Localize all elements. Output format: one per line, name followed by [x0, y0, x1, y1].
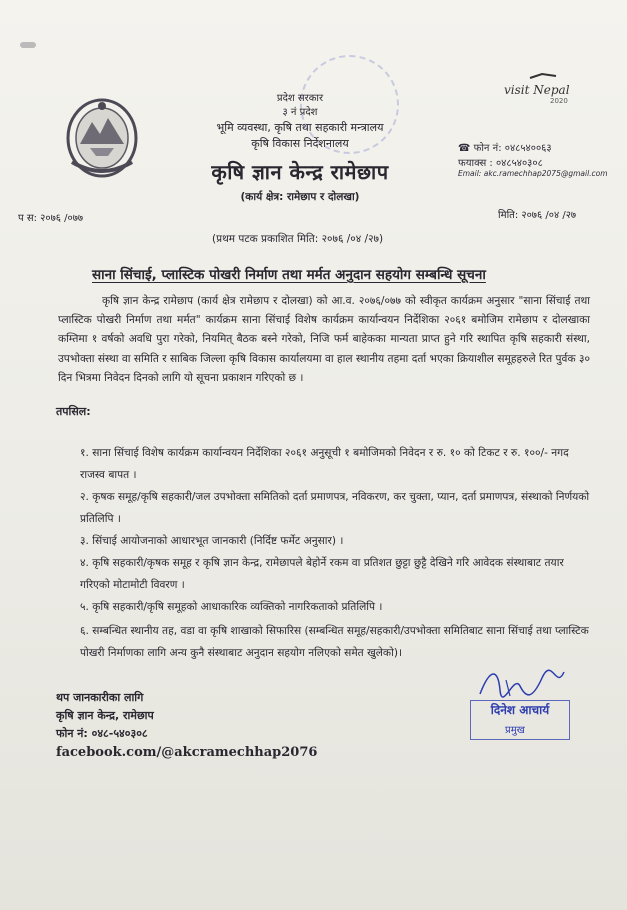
office-name: कृषि ज्ञान केन्द्र रामेछाप — [211, 160, 389, 184]
visit-nepal-logo — [500, 72, 600, 104]
signatory-title: प्रमुख — [505, 725, 525, 736]
office-area: (कार्य क्षेत्र: रामेछाप र दोलखा) — [240, 191, 360, 203]
email-address: Email: akc.ramechhap2075@gmail.com — [458, 169, 608, 178]
punch-mark — [20, 42, 36, 48]
footer-phone: फोन नं: ०४८-५४०३०८ — [56, 727, 148, 740]
header-line-2: ३ नं प्रदेश — [282, 107, 318, 118]
fax-number: फयाक्स : ०४८५४०३०८ — [458, 158, 543, 169]
requirement-item: ३. सिंचाई आयोजनाको आधारभूत जानकारी (निर्दिष्ट फर्मेट अनुसार) । — [80, 535, 344, 547]
more-info-label: थप जानकारीका लागि — [56, 691, 144, 704]
first-published-date: (प्रथम पटक प्रकाशित मिति: २०७६ /०४ /२७) — [212, 233, 384, 245]
footer-office: कृषि ज्ञान केन्द्र, रामेछाप — [56, 709, 154, 722]
requirement-item: ५. कृषि सहकारी/कृषि समूहको आधाकारिक व्यक्तिको नागरिकताको प्रतिलिपि । — [80, 601, 383, 613]
requirement-item: ४. कृषि सहकारी/कृषक समूह र कृषि ज्ञान केन्द्र, रामेछापले बेहोर्ने रकम वा प्रतिशत छुट्टा छुट्टै देखिने गरि आवेदक संस्थाबाट तयार गरिएको मोटामोटी विवरण । — [80, 557, 564, 591]
reference-number: प स: २०७६ /०७७ — [18, 213, 84, 224]
facebook-link[interactable]: facebook.com/@akcramechhap2076 — [56, 745, 318, 760]
signatory-name-stamp: दिनेश आचार्य — [470, 700, 570, 740]
notice-title: साना सिंचाई, प्लास्टिक पोखरी निर्माण तथा मर्मत अनुदान सहयोग सम्बन्धि सूचना — [92, 267, 486, 283]
requirement-item: ६. सम्बन्धित स्थानीय तह, वडा वा कृषि शाखाको सिफारिस (सम्बन्धित समूह/सहकारी/उपभोक्ता समितिबाट साना सिंचाई तथा प्लास्टिक पोखरी निर्माणका लागि अन्य कुनै संस्थाबाट अनुदान सहयोग नलिएको समेत खुलेको)। — [80, 625, 589, 659]
requirement-item: १. साना सिंचाई विशेष कार्यक्रम कार्यान्वयन निर्देशिका २०६१ अनुसूची १ बमोजिमको निवेदन र रु. १० को टिकट र रु. १००/- नगद राजस्व बापत । — [80, 447, 569, 481]
svg-text:2020: 2020 — [550, 97, 568, 105]
requirement-item: २. कृषक समूह/कृषि सहकारी/जल उपभोक्ता समितिको दर्ता प्रमाणपत्र, नविकरण, कर चुक्ता, प्यान, दर्ता प्रमाणपत्र, संस्थाको निर्णयको प्रतिलिपि । — [80, 491, 590, 525]
letter-date: मिति: २०७६ /०४ /२७ — [498, 210, 577, 221]
header-directorate: कृषि विकास निर्देशनालय — [251, 137, 349, 150]
visit-nepal-icon — [500, 72, 600, 106]
header-ministry: भूमि व्यवस्था, कृषि तथा सहकारी मन्त्रालय — [216, 121, 384, 134]
header-line-1: प्रदेश सरकार — [276, 93, 324, 104]
details-heading: तपसिल: — [56, 405, 91, 418]
phone-number: ☎ फोन नं: ०४८५४००६३ — [458, 143, 552, 154]
svg-text:visit Nepal: visit Nepal — [504, 83, 570, 97]
nepal-emblem-icon — [62, 92, 142, 182]
notice-body: कृषि ज्ञान केन्द्र रामेछाप (कार्य क्षेत्र रामेछाप र दोलखा) को आ.व. २०७६/०७७ को स्वीकृत कार्यक्रम अनुसार "साना सिंचाई तथा प्लास्टिक पोखरी निर्माण तथा मर्मत" कार्यक्रम साना सिंचाई विशेष कार्यक्रम कार्यान्वयन निर्देशिका २०६१ बमोजिम रामेछाप र दोलखाका कम्तिमा १ वर्षको अवधि पुरा गरेको, नियमित् बैठक बस्ने गरेको, निजि फर्म बाहेकका मान्यता प्राप्त हुने गरि स्थापित कृषि सहकारी संस्था, उपभोक्ता संस्था वा समिति र साबिक जिल्ला कृषि विकास कार्यालयमा वा हाल स्थानीय तहमा दर्ता भएका क्रियाशील समूहहरुले रित पुर्वक ३० दिन भित्रमा निवेदन दिनको लागि यो सूचना प्रकाशन गरिएको छ । — [58, 295, 590, 384]
